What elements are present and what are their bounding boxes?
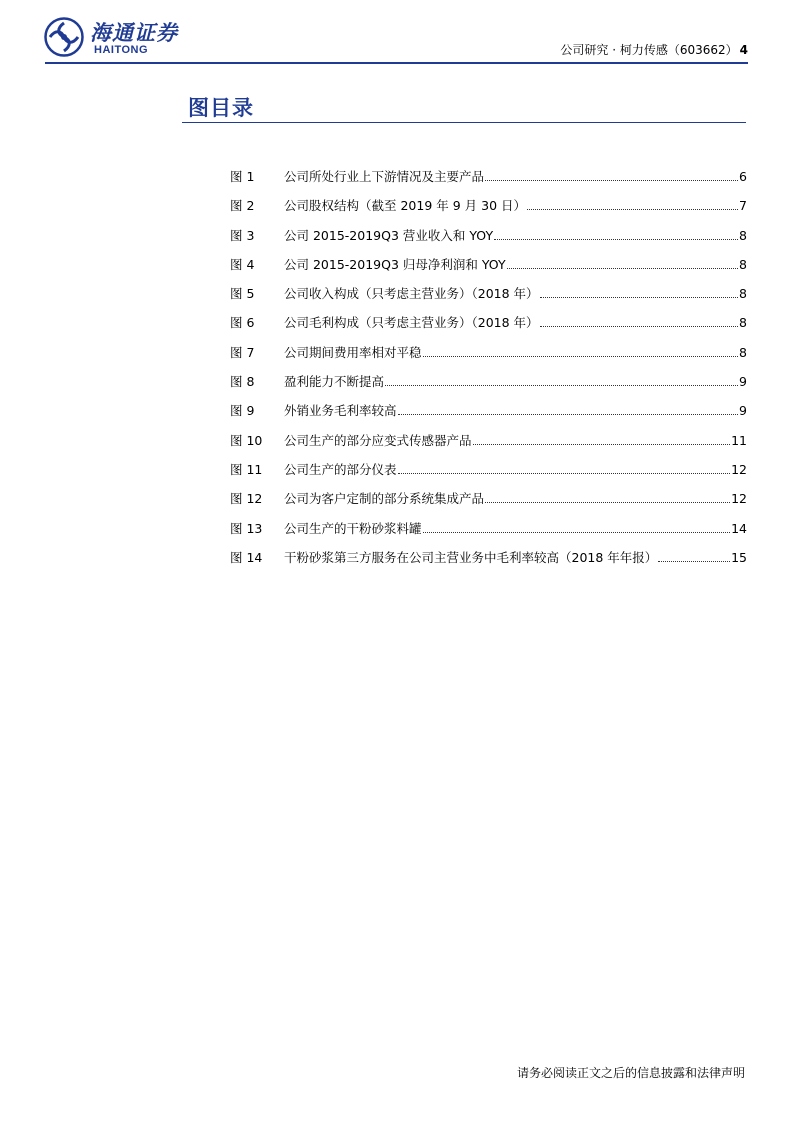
page-ref: 15 xyxy=(731,549,747,565)
dot-leader xyxy=(398,414,739,415)
dot-leader xyxy=(385,385,738,386)
report-label: 公司研究 · 柯力传感（603662） xyxy=(560,43,738,57)
page-ref: 8 xyxy=(739,315,747,331)
toc-entry[interactable] xyxy=(230,197,747,226)
toc-entry[interactable] xyxy=(230,402,747,431)
toc-entry[interactable] xyxy=(230,461,747,490)
figure-number: 图 5 xyxy=(230,286,255,302)
logo-english-name: HAITONG xyxy=(94,44,149,56)
page-ref: 8 xyxy=(739,344,747,360)
figure-number: 图 2 xyxy=(230,198,255,214)
figure-number: 图 11 xyxy=(230,461,263,477)
figure-number: 图 3 xyxy=(230,227,255,243)
page-ref: 8 xyxy=(739,256,747,272)
title-divider xyxy=(182,122,746,123)
toc-entry[interactable] xyxy=(230,285,747,314)
figure-number: 图 14 xyxy=(230,549,263,565)
toc-entry[interactable] xyxy=(230,549,747,578)
figure-title: 外销业务毛利率较高 xyxy=(284,403,397,419)
page-ref: 11 xyxy=(731,432,747,448)
toc-entry[interactable] xyxy=(230,344,747,373)
figure-number: 图 4 xyxy=(230,256,255,272)
section-title: 图目录 xyxy=(188,96,254,120)
dot-leader xyxy=(658,561,730,562)
toc-entry[interactable] xyxy=(230,520,747,549)
dot-leader xyxy=(540,297,739,298)
toc-entry[interactable] xyxy=(230,432,747,461)
figure-number: 图 1 xyxy=(230,169,255,184)
figure-number: 图 13 xyxy=(230,520,263,536)
dot-leader xyxy=(398,473,731,474)
report-header xyxy=(560,41,748,58)
toc-entry[interactable] xyxy=(230,373,747,402)
figure-list xyxy=(230,168,747,578)
toc-entry[interactable] xyxy=(230,227,747,256)
figure-title: 公司生产的部分仪表 xyxy=(284,461,397,477)
dot-leader xyxy=(473,444,731,445)
logo-chinese-name: 海通证券 xyxy=(90,20,178,45)
page-ref: 8 xyxy=(739,227,747,243)
page-ref: 9 xyxy=(739,374,747,390)
toc-entry[interactable] xyxy=(230,256,747,285)
dot-leader xyxy=(527,209,738,210)
dot-leader xyxy=(485,180,738,181)
toc-entry[interactable] xyxy=(230,490,747,519)
haitong-emblem-icon xyxy=(44,17,84,57)
figure-number: 图 10 xyxy=(230,432,263,448)
dot-leader xyxy=(423,532,731,533)
figure-title: 公司股权结构（截至 2019 年 9 月 30 日） xyxy=(284,198,527,214)
figure-title: 公司为客户定制的部分系统集成产品 xyxy=(284,491,485,507)
page-ref: 12 xyxy=(731,491,747,507)
figure-title: 公司毛利构成（只考虑主营业务）（2018 年） xyxy=(284,315,539,331)
figure-number: 图 9 xyxy=(230,403,255,419)
figure-number: 图 7 xyxy=(230,344,255,360)
dot-leader xyxy=(494,239,738,240)
dot-leader xyxy=(485,502,730,503)
figure-title: 公司生产的干粉砂浆料罐 xyxy=(284,520,422,536)
haitong-logo xyxy=(44,17,224,61)
toc-entry[interactable] xyxy=(230,314,747,343)
figure-number: 图 12 xyxy=(230,491,263,507)
figure-title: 公司 2015-2019Q3 营业收入和 YOY xyxy=(284,227,494,243)
page-ref: 12 xyxy=(731,461,747,477)
legal-disclaimer: 请务必阅读正文之后的信息披露和法律声明 xyxy=(516,1066,745,1080)
page-ref: 9 xyxy=(739,403,747,419)
figure-title: 公司期间费用率相对平稳 xyxy=(284,344,422,360)
page-ref: 14 xyxy=(731,520,747,536)
figure-title: 干粉砂浆第三方服务在公司主营业务中毛利率较高（2018 年年报） xyxy=(284,549,658,565)
figure-title: 公司所处行业上下游情况及主要产品 xyxy=(284,169,485,184)
figure-number: 图 8 xyxy=(230,374,255,390)
figure-title: 公司 2015-2019Q3 归母净利润和 YOY xyxy=(284,256,506,272)
figure-title: 公司生产的部分应变式传感器产品 xyxy=(284,432,472,448)
header-divider xyxy=(45,62,748,64)
toc-entry[interactable] xyxy=(230,168,747,197)
figure-title: 盈利能力不断提高 xyxy=(284,374,385,390)
dot-leader xyxy=(540,326,739,327)
dot-leader xyxy=(423,356,739,357)
page-ref: 6 xyxy=(739,169,747,184)
page-number: 4 xyxy=(739,43,748,57)
dot-leader xyxy=(507,268,738,269)
figure-title: 公司收入构成（只考虑主营业务）（2018 年） xyxy=(284,286,539,302)
page-ref: 7 xyxy=(739,198,747,214)
figure-number: 图 6 xyxy=(230,315,255,331)
page-ref: 8 xyxy=(739,286,747,302)
